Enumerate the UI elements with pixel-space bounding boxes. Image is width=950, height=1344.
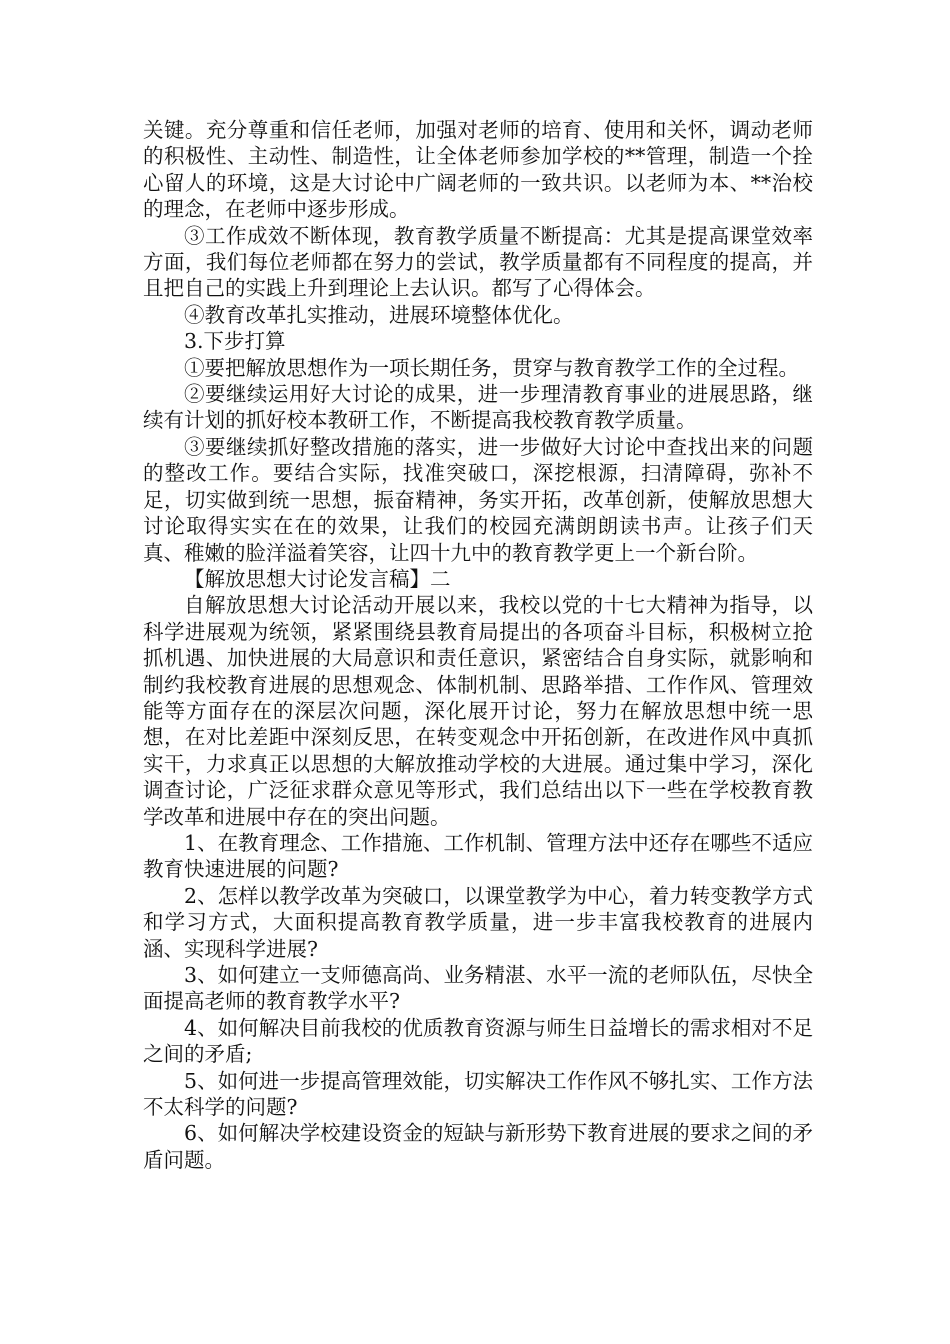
paragraph-item-4: ④教育改革扎实推动，进展环境整体优化。 [184, 302, 574, 327]
paragraph-plan-1: ①要把解放思想作为一项长期任务，贯穿与教育教学工作的全过程。 [184, 355, 799, 380]
paragraph-intro-part-two: 自解放思想大讨论活动开展以来，我校以党的十七大精神为指导，以科学进展观为统领，紧紧围绕县教育局提出的各项奋斗目标，积极树立抢抓机遇、加快进展的大局意识和责任意识，紧密结合自身实际，就影响和制约我校教育进展的思想观念、体制机制、思路举措、工作作风、管理效能等方面存在的深层次问题，深化展开讨论，努力在解放思想中统一思想，在对比差距中深刻反思，在转变观念中开拓创新，在改进作风中真抓实干，力求真正以思想的大解放推动学校的大进展。通过集中学习，深化调查讨论，广泛征求群众意见等形式，我们总结出以下一些在学校教育教学改革和进展中存在的突出问题。 [143, 593, 813, 829]
paragraph-plan-3: ③要继续抓好整改措施的落实，进一步做好大讨论中查找出来的问题的整改工作。要结合实际，找准突破口，深挖根源，扫清障碍，弥补不足，切实做到统一思想，振奋精神，务实开拓，改革创新，使解放思想大讨论取得实实在在的效果，让我们的校园充满朗朗读书声。让孩子们天真、稚嫩的脸洋溢着笑容，让四十九中的教育教学更上一个新台阶。 [143, 434, 813, 565]
question-item-3: 3、如何建立一支师德高尚、业务精湛、水平一流的老师队伍，尽快全面提高老师的教育教学水平? [143, 963, 813, 1014]
section-heading-next-steps: 3.下步打算 [184, 329, 286, 354]
document-page [143, 117, 813, 1173]
paragraph-plan-2: ②要继续运用好大讨论的成果，进一步理清教育事业的进展思路，继续有计划的抓好校本教研工作，不断提高我校教育教学质量。 [143, 382, 813, 433]
question-item-4: 4、如何解决目前我校的优质教育资源与师生日益增长的需求相对不足之间的矛盾; [143, 1015, 813, 1067]
question-item-1: 1、在教育理念、工作措施、工作机制、管理方法中还存在哪些不适应教育快速进展的问题? [143, 830, 813, 882]
question-item-5: 5、如何进一步提高管理效能，切实解决工作作风不够扎实、工作方法不太科学的问题? [143, 1068, 813, 1120]
article-heading-part-two: 【解放思想大讨论发言稿】二 [184, 566, 451, 591]
question-item-6: 6、如何解决学校建设资金的短缺与新形势下教育进展的要求之间的矛盾问题。 [143, 1121, 813, 1172]
paragraph-item-3: ③工作成效不断体现，教育教学质量不断提高：尤其是提高课堂效率方面，我们每位老师都在努力的尝试，教学质量都有不同程度的提高，并且把自己的实践上升到理论上去认识。都写了心得体会。 [143, 223, 813, 301]
question-item-2: 2、怎样以教学改革为突破口，以课堂教学为中心，着力转变教学方式和学习方式，大面积提高教育教学质量，进一步丰富我校教育的进展内涵、实现科学进展? [143, 883, 813, 961]
paragraph-continuation: 关键。充分尊重和信任老师，加强对老师的培育、使用和关怀，调动老师的积极性、主动性、制造性，让全体老师参加学校的**管理，制造一个拴心留人的环境，这是大讨论中广阔老师的一致共识。以老师为本、**治校的理念，在老师中逐步形成。 [143, 118, 813, 222]
